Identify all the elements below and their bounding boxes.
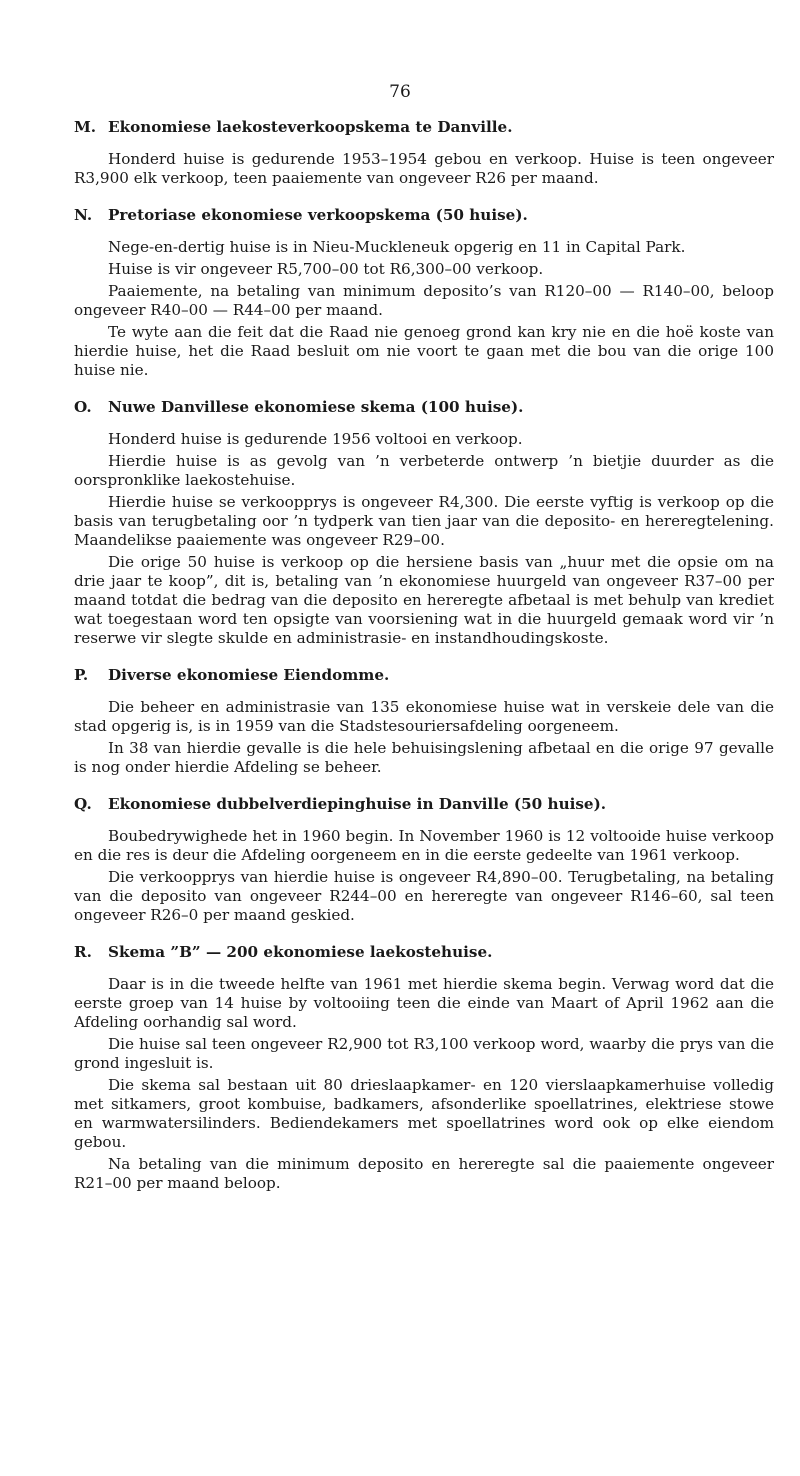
section-title: Ekonomiese laekosteverkoopskema te Danville. [108,118,513,136]
paragraph: Nege-en-dertig huise is in Nieu-Muckleneuk opgerig en 11 in Capital Park. [108,238,686,256]
paragraph: Die skema sal bestaan uit 80 drieslaapkamer- en 120 vierslaapkamerhuise volledig met sitkamers, groot kombuise, badkamers, afsonderlike spoellatrines, elektriese stowe en warmwatersilinders. Bediendekamers met spoellatrines word ook op elke eiendom gebou. [74,1076,774,1151]
section-letter: Q. [74,795,92,813]
section-title: Diverse ekonomiese Eiendomme. [108,666,390,684]
section-title: Skema ”B” — 200 ekonomiese laekostehuise. [108,943,493,961]
section-m [74,118,774,188]
paragraph: Die orige 50 huise is verkoop op die hersiene basis van „huur met die opsie om na drie jaar te koop”, dit is, betaling van ’n ekonomiese huurgeld van ongeveer R37–00 per maand totdat die bedrag van die deposito en hereregte afbetaal is met behulp van krediet wat toegestaan word ten opsigte van voorsiening wat in die huurgeld gemaak word vir ’n reserwe vir slegte skulde en administrasie- en instandhoudingskoste. [74,553,774,647]
paragraph: Die huise sal teen ongeveer R2,900 tot R3,100 verkoop word, waarby die prys van die grond ingesluit is. [74,1035,774,1072]
paragraph: Die beheer en administrasie van 135 ekonomiese huise wat in verskeie dele van die stad opgerig is, is in 1959 van die Stadstesouriersafdeling oorgeneem. [74,698,774,735]
paragraph: Paaiemente, na betaling van minimum deposito’s van R120–00 — R140–00, beloop ongeveer R40–00 — R44–00 per maand. [74,282,774,319]
section-heading [74,943,774,962]
section-p [74,666,774,777]
section-letter: N. [74,206,93,224]
section-heading [74,118,774,137]
section-title: Ekonomiese dubbelverdiepinghuise in Danville (50 huise). [108,795,607,813]
paragraph: Na betaling van die minimum deposito en hereregte sal die paaiemente ongeveer R21–00 per maand beloop. [74,1155,774,1192]
paragraph: In 38 van hierdie gevalle is die hele behuisingslening afbetaal en die orige 97 gevalle is nog onder hierdie Afdeling se beheer. [74,739,774,776]
paragraph: Die verkoopprys van hierdie huise is ongeveer R4,890–00. Terugbetaling, na betaling van die deposito van ongeveer R244–00 en hereregte van ongeveer R146–60, sal teen ongeveer R26–0 per maand geskied. [74,868,774,924]
section-q [74,795,774,925]
paragraph: Te wyte aan die feit dat die Raad nie genoeg grond kan kry nie en die hoë koste van hierdie huise, het die Raad besluit om nie voort te gaan met die bou van die orige 100 huise nie. [74,323,774,379]
page-number: 76 [389,82,411,102]
section-letter: O. [74,398,92,416]
paragraph: Honderd huise is gedurende 1956 voltooi en verkoop. [108,430,523,448]
section-letter: M. [74,118,97,136]
paragraph: Honderd huise is gedurende 1953–1954 gebou en verkoop. Huise is teen ongeveer R3,900 elk verkoop, teen paaiemente van ongeveer R26 per maand. [74,150,774,187]
section-r [74,943,774,1193]
paragraph: Boubedrywighede het in 1960 begin. In November 1960 is 12 voltooide huise verkoop en die res is deur die Afdeling oorgeneem en in die eerste gedeelte van 1961 verkoop. [74,827,774,864]
section-heading [74,206,774,225]
paragraph: Huise is vir ongeveer R5,700–00 tot R6,300–00 verkoop. [108,260,544,278]
paragraph: Hierdie huise se verkoopprys is ongeveer R4,300. Die eerste vyftig is verkoop op die basis van terugbetaling oor ’n tydperk van tien jaar van die deposito- en hereregtelening. Maandelikse paaiemente was ongeveer R29–00. [74,493,774,549]
section-heading [74,666,774,685]
section-title: Pretoriase ekonomiese verkoopskema (50 huise). [108,206,528,224]
document-body [74,118,774,1211]
section-letter: P. [74,666,89,684]
section-heading [74,795,774,814]
section-heading [74,398,774,417]
paragraph: Hierdie huise is as gevolg van ’n verbeterde ontwerp ’n bietjie duurder as die oorspronklike laekostehuise. [74,452,774,489]
section-letter: R. [74,943,92,961]
section-o [74,398,774,648]
section-n [74,206,774,380]
paragraph: Daar is in die tweede helfte van 1961 met hierdie skema begin. Verwag word dat die eerste groep van 14 huise by voltooiing teen die einde van Maart of April 1962 aan die Afdeling oorhandig sal word. [74,975,774,1031]
section-title: Nuwe Danvillese ekonomiese skema (100 huise). [108,398,524,416]
